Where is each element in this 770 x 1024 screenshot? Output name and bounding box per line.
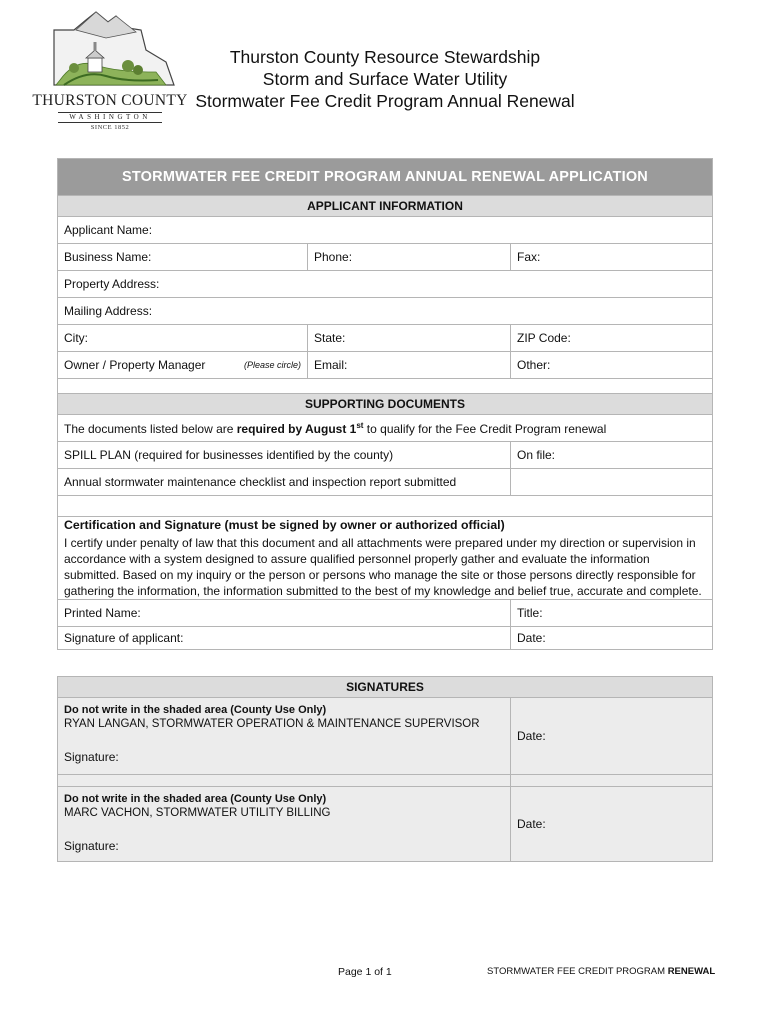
billing-date-field: [511, 787, 713, 862]
email-label: Email:: [314, 358, 348, 372]
spacer-cell: [511, 775, 713, 787]
fax-field[interactable]: [511, 244, 713, 271]
state-label: State:: [314, 331, 346, 345]
zip-label: ZIP Code:: [517, 331, 571, 345]
applicant-date-field[interactable]: [511, 627, 713, 650]
documents-intro-post: to qualify for the Fee Credit Program renewal: [363, 421, 607, 436]
checklist-item: [58, 469, 511, 496]
on-file-label: On file:: [517, 448, 556, 462]
documents-deadline: required by August 1: [236, 421, 357, 436]
thurston-county-logo: [32, 10, 188, 131]
logo-county-name: THURSTON COUNTY: [32, 92, 188, 109]
form-title: STORMWATER FEE CREDIT PROGRAM ANNUAL RENEWAL APPLICATION: [58, 159, 713, 196]
renewal-application-form: [57, 158, 713, 862]
business-name-label: Business Name:: [64, 250, 152, 264]
section-gap: [58, 650, 713, 677]
mailing-address-label: Mailing Address:: [64, 304, 153, 318]
certification-block: [58, 517, 713, 600]
mailing-address-field[interactable]: [58, 298, 713, 325]
spill-plan-label: SPILL PLAN (required for businesses identified by the county): [64, 448, 394, 462]
other-field[interactable]: [511, 352, 713, 379]
county-use-note: Do not write in the shaded area (County Use Only): [64, 793, 327, 805]
city-field[interactable]: [58, 325, 308, 352]
spacer-row: [58, 379, 713, 394]
printed-name-label: Printed Name:: [64, 606, 141, 620]
applicant-date-label: Date:: [517, 631, 546, 645]
on-file-field[interactable]: [511, 442, 713, 469]
spacer-row: [58, 775, 511, 787]
city-label: City:: [64, 331, 88, 345]
footer-document-title: [487, 966, 715, 977]
applicant-name-label: Applicant Name:: [64, 223, 153, 237]
applicant-information-heading: APPLICANT INFORMATION: [58, 196, 713, 217]
county-signature-block-2: [58, 787, 511, 862]
state-field[interactable]: [308, 325, 511, 352]
billing-date-label: Date:: [517, 817, 546, 831]
applicant-signature-field[interactable]: [58, 627, 511, 650]
property-address-field[interactable]: [58, 271, 713, 298]
page-number: Page 1 of 1: [338, 966, 392, 978]
owner-manager-label: Owner / Property Manager: [64, 358, 206, 372]
zip-field[interactable]: [511, 325, 713, 352]
header-utility: Storm and Surface Water Utility: [262, 69, 508, 89]
phone-label: Phone:: [314, 250, 353, 264]
title-label: Title:: [517, 606, 543, 620]
business-name-field[interactable]: [58, 244, 308, 271]
county-use-note: Do not write in the shaded area (County Use Only): [64, 704, 327, 716]
spill-plan-item: [58, 442, 511, 469]
other-label: Other:: [517, 358, 551, 372]
footer-title-bold: RENEWAL: [667, 966, 716, 977]
please-circle-note: (Please circle): [243, 360, 301, 370]
owner-manager-field[interactable]: [58, 352, 308, 379]
supervisor-date-field: [511, 698, 713, 775]
county-landscape-icon: [46, 10, 176, 90]
logo-state: WASHINGTON: [58, 112, 162, 123]
spacer-row: [58, 496, 713, 517]
billing-signature-label: Signature:: [64, 839, 119, 853]
checklist-status-field[interactable]: [511, 469, 713, 496]
documents-deadline-suffix: st: [356, 420, 364, 430]
signatures-heading: SIGNATURES: [58, 677, 713, 698]
fax-label: Fax:: [517, 250, 541, 264]
applicant-name-field[interactable]: [58, 217, 713, 244]
documents-intro-pre: The documents listed below are: [64, 421, 237, 436]
county-signature-block-1: [58, 698, 511, 775]
checklist-label: Annual stormwater maintenance checklist and inspection report submitted: [64, 475, 457, 489]
document-header: [190, 46, 580, 112]
phone-field[interactable]: [308, 244, 511, 271]
applicant-signature-label: Signature of applicant:: [64, 631, 184, 645]
supervisor-date-label: Date:: [517, 729, 546, 743]
property-address-label: Property Address:: [64, 277, 160, 291]
logo-since: SINCE 1852: [90, 124, 130, 131]
email-field[interactable]: [308, 352, 511, 379]
header-program: Stormwater Fee Credit Program Annual Renewal: [195, 91, 575, 111]
certification-text: I certify under penalty of law that this document and all attachments were prepared under my direction or supervision in accordance with a system designed to assure qualified personnel properly gather and evaluate the information submitted. Based on my inquiry or the person or persons who manage the site or those persons directly responsible for gathering the information, the information submitted to the best of my knowledge and belief true, accurate and complete.: [64, 536, 702, 598]
header-department: Thurston County Resource Stewardship: [229, 47, 541, 67]
supporting-documents-heading: SUPPORTING DOCUMENTS: [58, 394, 713, 415]
supervisor-name: RYAN LANGAN, STORMWATER OPERATION & MAINTENANCE SUPERVISOR: [64, 718, 480, 730]
certification-heading: Certification and Signature (must be signed by owner or authorized official): [64, 518, 505, 532]
supervisor-signature-label: Signature:: [64, 750, 119, 764]
title-field[interactable]: [511, 600, 713, 627]
documents-intro: [58, 415, 713, 442]
billing-name: MARC VACHON, STORMWATER UTILITY BILLING: [64, 807, 331, 819]
printed-name-field[interactable]: [58, 600, 511, 627]
footer-title-text: STORMWATER FEE CREDIT PROGRAM: [487, 966, 668, 977]
